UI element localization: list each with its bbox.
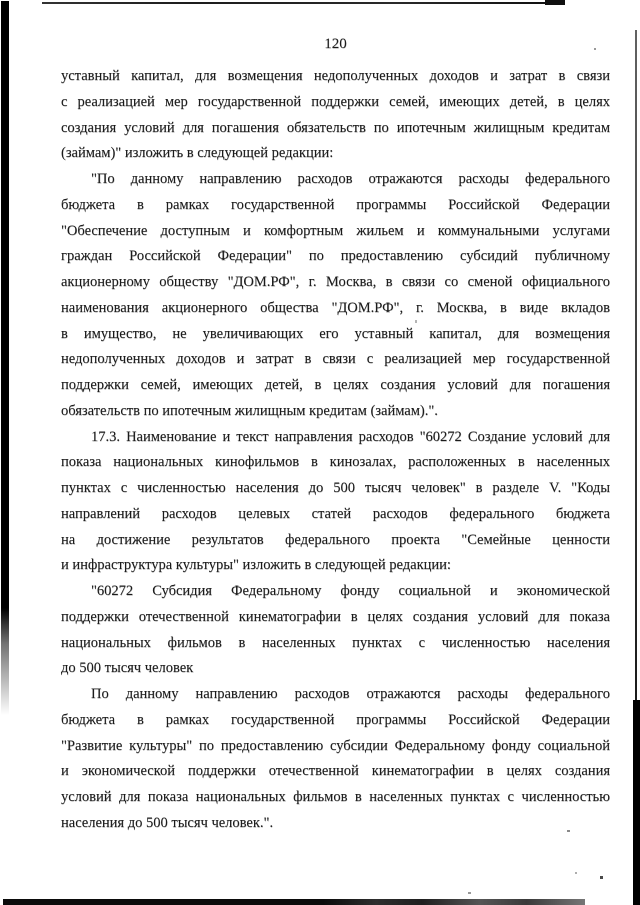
scan-top-edge-line <box>42 2 545 4</box>
text-line: и инфраструктура культуры" изложить в следующей редакции: <box>61 557 451 574</box>
scan-right-bottom-bar <box>633 700 640 905</box>
text-line: показа национальных кинофильмов в кинозалах, расположенных в населенных <box>61 454 610 471</box>
scan-speck <box>468 892 471 894</box>
page-number: 120 <box>324 36 347 52</box>
text-line: поддержки отечественной кинематографии в целях создания условий для показа <box>61 608 610 625</box>
text-line: с реализацией мер государственной поддержки семей, имеющих детей, в целях <box>61 93 610 110</box>
text-line: "По данному направлению расходов отражаются расходы федерального <box>91 171 610 187</box>
scan-bottom-edge-bar <box>3 899 585 905</box>
text-line: населения до 500 тысяч человек.". <box>61 814 274 831</box>
text-line: акционерному обществу "ДОМ.РФ", г. Москва, в связи со сменой официального <box>61 274 610 290</box>
scan-speck <box>575 872 577 874</box>
text-line: в имущество, не увеличивающих его уставный капитал, для возмещения <box>61 325 610 342</box>
text-line: до 500 тысяч человек <box>61 660 194 677</box>
text-line: "Развитие культуры" по предоставлению субсидии Федеральному фонду социальной <box>61 737 610 754</box>
text-line: граждан Российской Федерации" по предоставлению субсидий публичному <box>61 248 610 265</box>
scan-speck <box>600 876 603 879</box>
scan-top-right-dash <box>545 0 565 5</box>
text-line: уставный капитал, для возмещения недополученных доходов и затрат в связи <box>61 68 610 84</box>
text-line: условий для показа национальных фильмов в населенных пунктах с численностью <box>61 789 610 805</box>
paragraph <box>61 579 610 682</box>
paragraph <box>61 64 610 167</box>
text-line: направлений расходов целевых статей расходов федерального бюджета <box>61 505 610 522</box>
paragraph <box>61 682 610 837</box>
text-line: и экономической поддержки отечественной кинематографии в целях создания <box>61 763 610 780</box>
text-line: бюджета в рамках государственной программы Российской Федерации <box>61 196 610 213</box>
text-line: "60272 Субсидия Федеральному фонду социальной и экономической <box>91 583 610 599</box>
text-line: недополученных доходов и затрат в связи с реализацией мер государственной <box>61 351 610 368</box>
document-body <box>61 64 610 837</box>
text-line: национальных фильмов в населенных пунктах с численностью населения <box>61 634 610 651</box>
text-line: бюджета в рамках государственной программы Российской Федерации <box>61 711 610 728</box>
paragraph <box>61 167 610 425</box>
text-line: (займам)" изложить в следующей редакции: <box>61 145 334 162</box>
text-line: По данному направлению расходов отражаются расходы федерального <box>91 686 610 702</box>
text-line: 17.3. Наименование и текст направления расходов "60272 Создание условий для <box>91 428 610 445</box>
text-line: наименования акционерного общества "ДОМ.РФ", г. Москва, в виде вкладов <box>61 299 610 316</box>
scan-left-edge-bar <box>1 1 9 715</box>
text-line: обязательств по ипотечным жилищным кредитам (займам).". <box>61 402 438 419</box>
paragraph <box>61 425 610 580</box>
text-line: "Обеспечение доступным и комфортным жильем и коммунальными услугами <box>61 222 610 239</box>
scan-right-edge-line <box>635 30 637 702</box>
text-line: поддержки семей, имеющих детей, в целях создания условий для погашения <box>61 377 610 393</box>
text-line: пунктах с численностью населения до 500 тысяч человек" в разделе V. "Коды <box>61 480 610 496</box>
text-line: создания условий для погашения обязательств по ипотечным жилищным кредитам <box>61 119 610 136</box>
text-line: на достижение результатов федерального проекта "Семейные ценности <box>61 531 610 548</box>
